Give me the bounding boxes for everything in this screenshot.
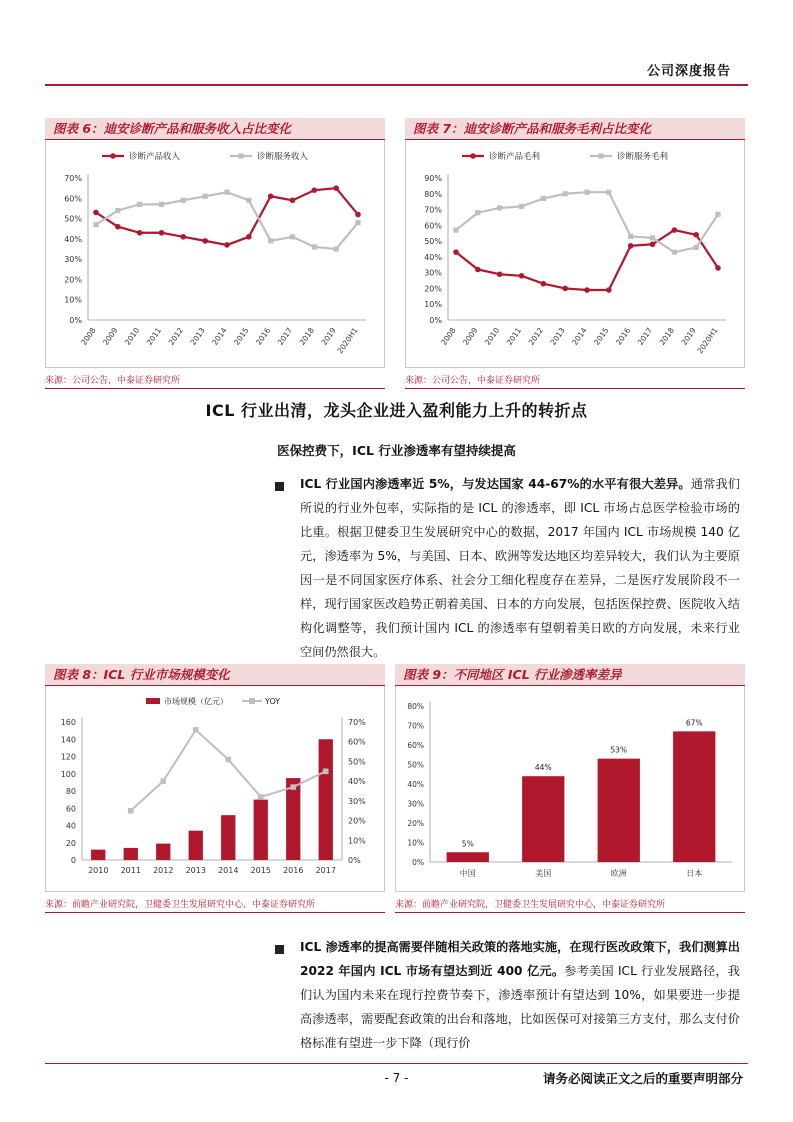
yoy-point <box>128 808 134 814</box>
series-1-point <box>355 220 360 225</box>
page-number: - 7 - <box>384 1071 409 1085</box>
fig7-title: 图表 7：迪安诊断产品和服务毛利占比变化 <box>405 118 745 140</box>
paragraph-penetration <box>300 472 740 664</box>
series-1-point <box>694 245 699 250</box>
series-0-point <box>246 234 252 240</box>
series-0-point <box>115 224 121 230</box>
fig7-source-rule <box>405 388 745 389</box>
legend-0-label: 诊断产品毛利 <box>489 152 541 162</box>
bar-data-label: 44% <box>534 763 552 773</box>
subsection-title: 医保控费下，ICL 行业渗透率有望持续提高 <box>277 443 516 458</box>
y-tick-label: 30% <box>407 799 424 809</box>
paragraph-market-forecast-body: 参考美国 ICL 行业发展路径，我们认为国内未来在现行控费节奏下，渗透率预计有望达到 10%，如果要进一步提高渗透率，需要配套政策的出台和落地，比如医保可对接第三方支付，那么支付价格标准有望进一步下降（现行价 <box>300 964 740 1050</box>
bar <box>124 848 138 860</box>
series-1-point <box>606 190 611 195</box>
bar-data-label: 53% <box>610 745 628 755</box>
bullet-square-icon <box>275 945 284 954</box>
disclaimer-note: 请务必阅读正文之后的重要声明部分 <box>542 1071 743 1086</box>
x-tick-label: 2017 <box>635 325 655 347</box>
x-tick-label: 2015 <box>250 866 271 875</box>
series-0-point <box>159 230 165 236</box>
series-1-point <box>312 244 317 249</box>
x-tick-label: 2014 <box>218 866 239 875</box>
series-1-line <box>456 192 718 252</box>
y-tick-label: 40% <box>407 780 424 789</box>
series-0-point <box>672 227 678 233</box>
series-1-point <box>115 208 120 213</box>
x-tick-label: 2020H1 <box>695 325 720 356</box>
x-tick-label: 2018 <box>657 325 676 347</box>
legend-1-label: 诊断服务毛利 <box>617 152 669 162</box>
bar <box>673 731 715 862</box>
x-tick-label: 2016 <box>283 866 304 875</box>
legend-0-label: 诊断产品收入 <box>129 152 181 162</box>
y-tick-label: 10% <box>64 295 82 305</box>
series-0-point <box>606 287 612 293</box>
x-tick-label: 欧洲 <box>610 869 627 878</box>
fig9-chart-frame <box>395 686 745 892</box>
x-tick-label: 2015 <box>232 325 251 347</box>
x-tick-label: 2017 <box>315 866 336 875</box>
legend-0-swatch <box>146 698 160 704</box>
y-left-tick-label: 140 <box>60 735 76 745</box>
y-tick-label: 60% <box>64 194 82 204</box>
y-tick-label: 60% <box>424 221 442 231</box>
series-0-point <box>93 210 99 216</box>
legend-1-label: YOY <box>265 697 281 706</box>
y-tick-label: 30% <box>64 255 82 265</box>
series-0-point <box>519 273 525 279</box>
series-0-point <box>312 187 318 193</box>
bar <box>91 850 105 860</box>
series-1-point <box>541 196 546 201</box>
yoy-point <box>290 784 296 790</box>
legend-0-marker <box>110 153 116 159</box>
x-tick-label: 2015 <box>592 325 611 347</box>
x-tick-label: 2011 <box>120 866 141 875</box>
x-tick-label: 2018 <box>297 325 316 347</box>
y-left-tick-label: 100 <box>60 769 76 779</box>
y-tick-label: 50% <box>407 760 424 770</box>
series-1-point <box>290 234 295 239</box>
yoy-point <box>258 794 264 800</box>
series-0-point <box>475 267 481 273</box>
bar <box>319 739 333 860</box>
series-0-point <box>268 193 274 199</box>
bar <box>189 831 203 860</box>
x-tick-label: 美国 <box>535 869 552 878</box>
series-1-point <box>563 191 568 196</box>
bar <box>156 844 170 860</box>
y-tick-label: 70% <box>407 721 424 731</box>
paragraph-penetration-body: 通常我们所说的行业外包率，实际指的是 ICL 的渗透率，即 ICL 市场占总医学检验市场的比重。根据卫健委卫生发展研究中心的数据，2017 年国内 ICL 市场规模 140 亿元，渗透率为 5%，与美国、日本、欧洲等发达地区均差异较大，我们认为主要原因一是不同国家医疗体系、社会分工细化程度存在差异，二是医疗发展阶段不一样，现行国家医改趋势正朝着美国、日本的方向发展，包括医保控费、医院收入结构化调整等，我们预计国内 ICL 的渗透率有望朝着美日欧的方向发展，未来行业空间仍然很大。 <box>300 477 741 659</box>
bar <box>221 815 235 860</box>
series-1-point <box>519 204 524 209</box>
y-left-tick-label: 0 <box>70 856 76 865</box>
series-0-point <box>355 212 361 218</box>
y-tick-label: 20% <box>64 275 82 285</box>
series-0-point <box>715 265 721 271</box>
x-tick-label: 2017 <box>275 325 295 347</box>
bullet-square-icon <box>275 482 284 491</box>
legend-0-marker <box>470 153 476 159</box>
y-tick-label: 20% <box>407 819 424 828</box>
x-tick-label: 2012 <box>166 325 185 347</box>
legend-1-label: 诊断服务收入 <box>257 152 309 162</box>
series-0-point <box>202 238 208 244</box>
bar <box>447 852 489 862</box>
series-1-point <box>628 234 633 239</box>
y-tick-label: 0% <box>429 316 442 325</box>
series-1-point <box>137 202 142 207</box>
footer-rule <box>45 1063 748 1064</box>
fig7-source: 来源：公司公告，中泰证券研究所 <box>405 376 541 386</box>
x-tick-label: 2020H1 <box>335 325 360 356</box>
x-tick-label: 2016 <box>613 325 633 347</box>
x-tick-label: 中国 <box>459 869 476 878</box>
series-0-point <box>541 281 547 287</box>
series-1-point <box>93 222 98 227</box>
series-1-point <box>334 246 339 251</box>
fig8-chart-frame <box>45 686 385 892</box>
fig8-title: 图表 8：ICL 行业市场规模变化 <box>45 664 385 686</box>
y-right-tick-label: 70% <box>348 718 366 727</box>
series-1-point <box>584 190 589 195</box>
series-1-point <box>203 194 208 199</box>
bar <box>598 759 640 862</box>
y-tick-label: 80% <box>407 702 424 711</box>
y-tick-label: 20% <box>424 284 442 294</box>
y-right-tick-label: 40% <box>348 777 366 787</box>
fig6-chart <box>46 140 384 366</box>
fig8-source: 来源：前瞻产业研究院，卫健委卫生发展研究中心，中泰证券研究所 <box>45 900 316 910</box>
yoy-point <box>323 768 329 774</box>
series-0-point <box>693 232 699 238</box>
x-tick-label: 2013 <box>185 866 206 875</box>
x-tick-label: 2013 <box>548 325 567 347</box>
x-tick-label: 2019 <box>679 325 698 347</box>
y-left-tick-label: 80 <box>65 787 76 796</box>
series-0-point <box>628 243 634 249</box>
x-tick-label: 2008 <box>79 325 98 347</box>
series-0-point <box>333 185 339 191</box>
x-tick-label: 2019 <box>319 325 338 347</box>
x-tick-label: 2014 <box>210 325 229 347</box>
series-0-point <box>497 271 503 277</box>
series-1-point <box>672 250 677 255</box>
series-1-point <box>268 238 273 243</box>
x-tick-label: 2011 <box>504 325 524 347</box>
fig9-title: 图表 9：不同地区 ICL 行业渗透率差异 <box>395 664 745 686</box>
yoy-point <box>160 778 166 784</box>
y-tick-label: 0% <box>69 316 82 325</box>
x-tick-label: 日本 <box>686 869 703 878</box>
fig9-source: 来源：前瞻产业研究院，卫健委卫生发展研究中心，中泰证券研究所 <box>395 900 666 910</box>
x-tick-label: 2016 <box>253 325 273 347</box>
y-left-tick-label: 20 <box>65 838 76 848</box>
y-tick-label: 30% <box>424 268 442 278</box>
fig7-chart <box>406 140 744 366</box>
y-left-tick-label: 160 <box>60 718 76 727</box>
y-right-tick-label: 60% <box>348 737 366 747</box>
y-right-tick-label: 30% <box>348 796 366 806</box>
x-tick-label: 2011 <box>144 325 164 347</box>
series-1-point <box>715 212 720 217</box>
bar <box>286 778 300 860</box>
y-tick-label: 0% <box>412 858 424 867</box>
series-1-point <box>224 190 229 195</box>
y-tick-label: 80% <box>424 189 442 199</box>
y-right-tick-label: 10% <box>348 836 366 846</box>
y-left-tick-label: 40 <box>65 821 76 831</box>
x-tick-label: 2009 <box>101 325 120 347</box>
paragraph-market-forecast-lead: ICL 渗透率的提高需要伴随相关政策的落地实施，在现行医改政策下，我们测算出 2022 年国内 ICL 市场有望达到近 400 亿元。 <box>300 940 740 978</box>
y-right-tick-label: 0% <box>348 856 361 865</box>
series-1-point <box>453 227 458 232</box>
fig9-source-rule <box>395 912 745 913</box>
yoy-point <box>193 727 199 733</box>
fig6-source-rule <box>45 388 385 389</box>
x-tick-label: 2012 <box>526 325 545 347</box>
series-1-point <box>246 198 251 203</box>
series-1-line <box>96 192 358 249</box>
y-tick-label: 60% <box>407 741 424 750</box>
series-0-point <box>650 241 656 247</box>
y-tick-label: 50% <box>64 214 82 224</box>
series-1-point <box>650 235 655 240</box>
y-tick-label: 10% <box>407 838 424 848</box>
x-tick-label: 2014 <box>570 325 589 347</box>
y-left-tick-label: 60 <box>65 804 76 814</box>
series-1-point <box>497 205 502 210</box>
fig9-chart <box>396 686 744 890</box>
series-0-point <box>137 230 143 236</box>
x-tick-label: 2012 <box>153 866 174 875</box>
series-0-point <box>562 286 568 292</box>
series-0-point <box>584 287 590 293</box>
paragraph-market-forecast <box>300 935 740 1055</box>
series-1-point <box>475 210 480 215</box>
series-0-line <box>96 188 358 245</box>
paragraph-penetration-lead: ICL 行业国内渗透率近 5%，与发达国家 44-67%的水平有很大差异。 <box>300 477 691 491</box>
fig6-title: 图表 6：迪安诊断产品和服务收入占比变化 <box>45 118 385 140</box>
fig6-chart-frame <box>45 140 385 368</box>
bar-data-label: 67% <box>685 718 703 728</box>
y-right-tick-label: 20% <box>348 816 366 826</box>
series-1-point <box>159 202 164 207</box>
bar-data-label: 5% <box>461 839 474 849</box>
yoy-point <box>225 757 231 763</box>
report-type-title: 公司深度报告 <box>646 64 731 79</box>
x-tick-label: 2010 <box>482 325 502 347</box>
y-tick-label: 50% <box>424 237 442 247</box>
series-0-point <box>224 242 230 248</box>
series-0-point <box>181 234 187 240</box>
series-0-point <box>453 249 459 255</box>
y-left-tick-label: 120 <box>60 752 76 762</box>
legend-0-label: 市场规模（亿元） <box>164 697 228 706</box>
y-tick-label: 10% <box>424 300 442 310</box>
bar <box>254 800 268 860</box>
y-tick-label: 70% <box>424 205 442 215</box>
series-1-point <box>181 198 186 203</box>
header-rule <box>45 84 748 86</box>
y-tick-label: 40% <box>64 234 82 244</box>
fig8-chart <box>46 686 384 890</box>
bar <box>522 776 564 862</box>
fig8-source-rule <box>45 912 385 913</box>
legend-1-marker <box>238 153 243 158</box>
y-tick-label: 40% <box>424 252 442 262</box>
y-tick-label: 70% <box>64 174 82 183</box>
legend-1-marker <box>249 698 255 704</box>
fig6-source: 来源：公司公告，中泰证券研究所 <box>45 376 181 386</box>
series-0-point <box>290 198 296 204</box>
fig7-chart-frame <box>405 140 745 368</box>
y-right-tick-label: 50% <box>348 757 366 767</box>
x-tick-label: 2010 <box>122 325 142 347</box>
section-title: ICL 行业出清，龙头企业进入盈利能力上升的转折点 <box>205 401 588 420</box>
x-tick-label: 2009 <box>461 325 480 347</box>
x-tick-label: 2010 <box>88 866 109 875</box>
x-tick-label: 2013 <box>188 325 207 347</box>
legend-1-marker <box>598 153 603 158</box>
y-tick-label: 90% <box>424 174 442 183</box>
series-0-line <box>456 230 718 290</box>
x-tick-label: 2008 <box>439 325 458 347</box>
